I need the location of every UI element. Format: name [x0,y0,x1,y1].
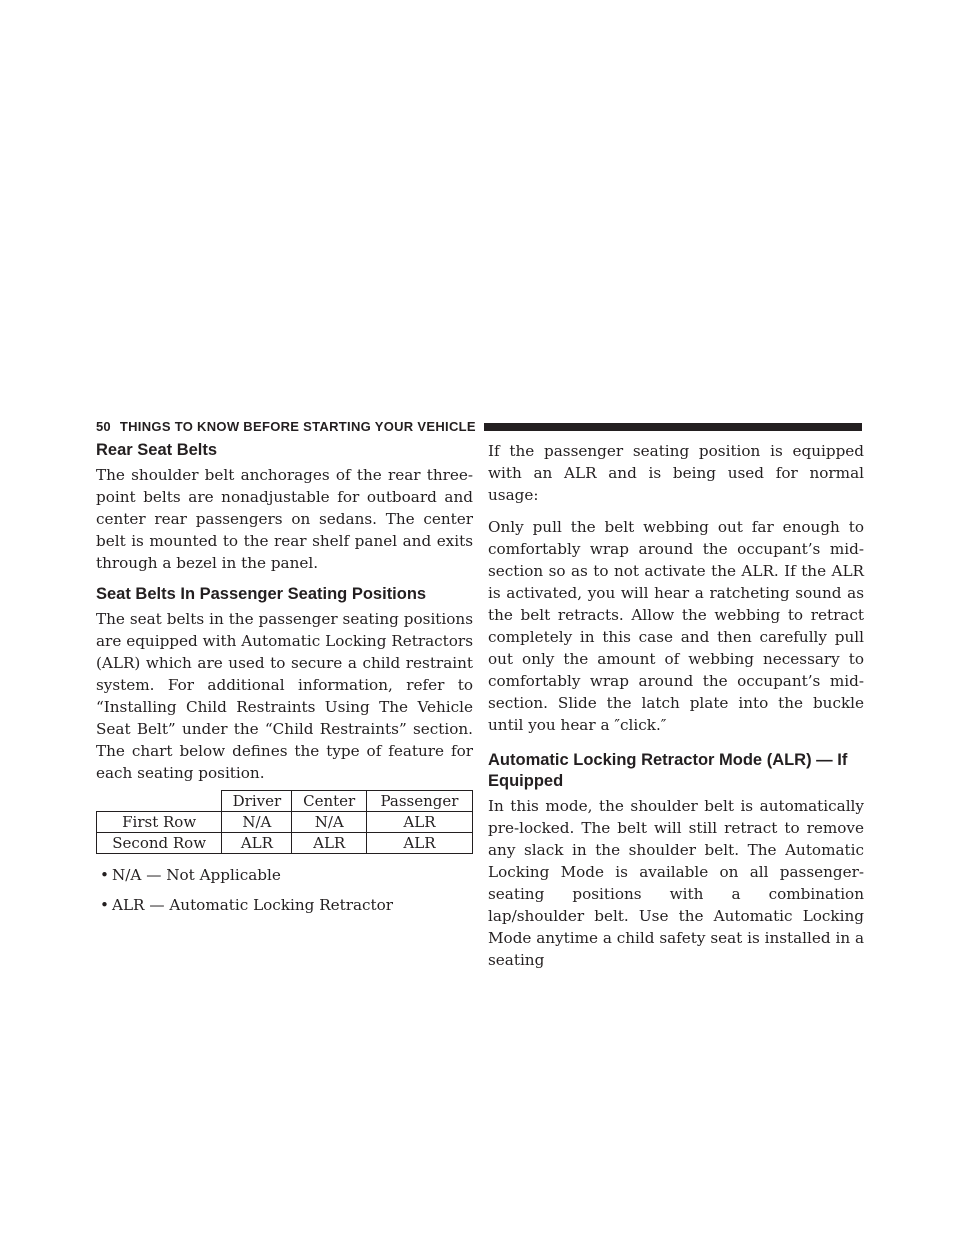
bullet-icon: • [100,896,109,914]
table-cell: ALR [292,833,366,854]
passenger-seating-body: The seat belts in the passenger seating positions are equipped with Automatic Locking Retractors (ALR) which are used to secure a child restraint system. For additional information, refer to “Installing Child Restraints Using The Vehicle Seat Belt” under the “Child Restraints” section. The chart below defines the type of feature for each seating position. [96,610,473,782]
alr-mode-heading: Automatic Locking Retractor Mode (ALR) — If Equipped [488,751,848,790]
bullet-icon: • [100,866,109,884]
list-item [96,894,473,916]
rear-seat-belts-body: The shoulder belt anchorages of the rear three-point belts are nonadjustable for outboard and center rear passengers on sedans. The center belt is mounted to the rear shelf panel and exits through a bezel in the panel. [96,466,473,572]
table-header-row [97,791,473,812]
list-item [96,864,473,886]
table-header-cell [97,791,222,812]
table-cell: ALR [366,812,472,833]
table-cell: ALR [222,833,292,854]
rear-seat-belts-heading: Rear Seat Belts [96,441,218,459]
legend-list [96,864,473,916]
table-header-cell: Passenger [366,791,472,812]
left-column [96,440,473,924]
table-row [97,833,473,854]
table-cell: Second Row [97,833,222,854]
chapter-title: THINGS TO KNOW BEFORE STARTING YOUR VEHICLE [119,418,476,434]
table-header-cell: Driver [222,791,292,812]
table-row [97,812,473,833]
normal-usage-instructions: Only pull the belt webbing out far enough to comfortably wrap around the occupant’s mid-section so as to not activate the ALR. If the ALR is activated, you will hear a ratcheting sound as the belt retracts. Allow the webbing to retract completely in this case and then carefully pull out only the amount of webbing necessary to comfortably wrap around the occupant’s mid-section. Slide the latch plate into the buckle until you hear a ″click.″ [488,518,864,734]
alr-mode-body: In this mode, the shoulder belt is automatically pre-locked. The belt will still retract to remove any slack in the shoulder belt. The Automatic Locking Mode is available on all passenger-seating positions with a combination lap/shoulder belt. Use the Automatic Locking Mode anytime a child safety seat is installed in a seating [488,797,864,969]
table-header-cell: Center [292,791,366,812]
table-cell: First Row [97,812,222,833]
seating-position-table [96,790,473,854]
table-cell: N/A [292,812,366,833]
page-header [96,415,862,437]
table-cell: N/A [222,812,292,833]
list-item-text: ALR — Automatic Locking Retractor [112,896,394,914]
header-rule [484,423,862,431]
table-cell: ALR [366,833,472,854]
list-item-text: N/A — Not Applicable [112,866,281,884]
passenger-seating-heading: Seat Belts In Passenger Seating Positions [96,585,427,603]
normal-usage-intro: If the passenger seating position is equipped with an ALR and is being used for normal usage: [488,442,864,504]
page-number: 50 [96,418,111,434]
right-column [488,440,864,981]
